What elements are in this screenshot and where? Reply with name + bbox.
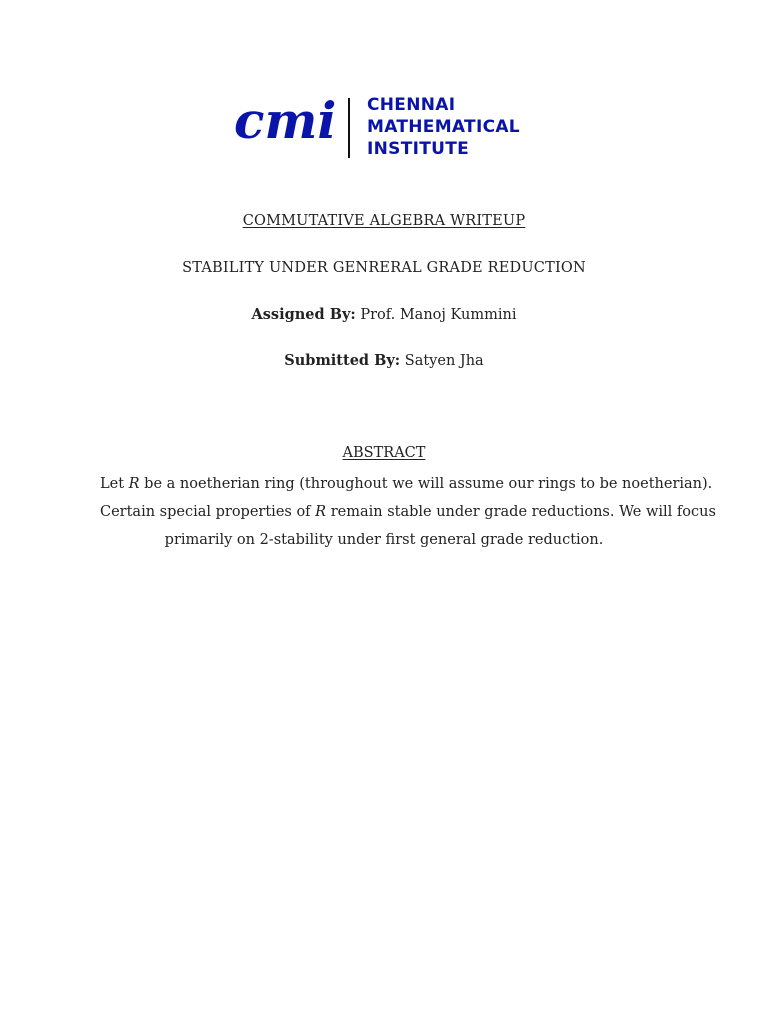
institute-name bbox=[367, 94, 520, 160]
abstract-line-3: primarily on 2-stability under first general grade reduction. bbox=[164, 532, 604, 548]
abstract-line-2-variable: R bbox=[315, 504, 327, 520]
cmi-logo-letters: cmi bbox=[234, 92, 336, 150]
abstract-body bbox=[100, 470, 716, 554]
submitted-by-label: Submitted By: bbox=[284, 352, 401, 369]
cmi-logo-mark bbox=[232, 92, 336, 164]
institute-name-line-1: CHENNAI bbox=[367, 95, 456, 115]
assigned-by-value: Prof. Manoj Kummini bbox=[360, 307, 517, 323]
abstract-line-2-end: remain stable under grade reductions. We will focus bbox=[326, 504, 716, 520]
abstract-heading: ABSTRACT bbox=[342, 445, 426, 461]
cmi-logo-mark-graphic bbox=[232, 92, 336, 164]
institute-name-line-2: MATHEMATICAL bbox=[367, 117, 520, 137]
document-subtitle: STABILITY UNDER GENRERAL GRADE REDUCTION bbox=[182, 260, 586, 276]
abstract-line-2 bbox=[100, 498, 716, 526]
assigned-by-label: Assigned By: bbox=[251, 306, 356, 323]
abstract-line-1-end: be a noetherian ring (throughout we will assume our rings to be noetherian). bbox=[139, 476, 713, 492]
logo-divider bbox=[348, 98, 350, 158]
submitted-by-value: Satyen Jha bbox=[404, 353, 484, 369]
abstract-line-1 bbox=[100, 470, 713, 498]
abstract-line-1-variable: R bbox=[128, 476, 140, 492]
assigned-by bbox=[0, 306, 768, 323]
cmi-logo bbox=[232, 92, 532, 164]
submitted-by bbox=[0, 352, 768, 369]
institute-name-line-3: INSTITUTE bbox=[367, 139, 470, 159]
abstract-line-1-start: Let bbox=[100, 476, 129, 492]
document-title: COMMUTATIVE ALGEBRA WRITEUP bbox=[242, 213, 526, 229]
abstract-line-2-start: Certain special properties of bbox=[100, 504, 316, 520]
